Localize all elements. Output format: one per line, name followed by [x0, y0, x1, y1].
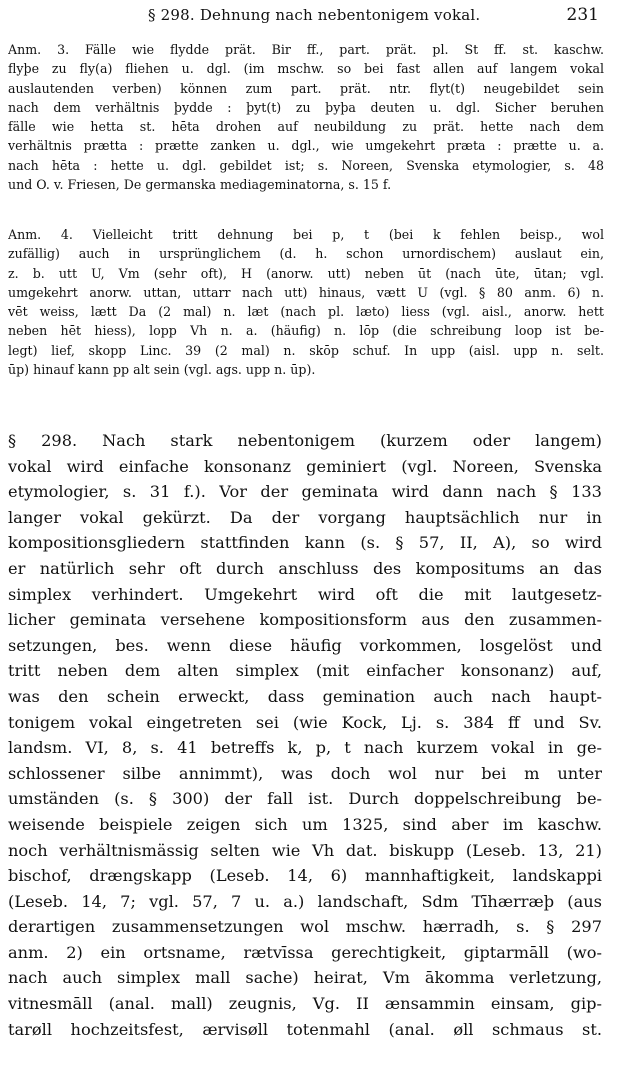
body-line: § 298. Nach stark nebentonigem (kurzem oder langem) — [8, 431, 602, 450]
body-line: vokal wird einfache konsonanz geminiert (vgl. Noreen, Svenska — [8, 456, 602, 476]
body-line: er natürlich sehr oft durch anschluss des kompositums an das — [8, 558, 602, 578]
note-line: z. b. utt U, Vm (sehr oft), H (anorw. utt) neben ūt (nach ūte, ūtan; vgl. — [8, 265, 604, 281]
body-line: noch verhältnismässig selten wie Vh dat. biskupp (Leseb. 13, 21) — [8, 840, 602, 860]
body-line: nach auch simplex mall sache) heirat, Vm ākomma verletzung, — [8, 968, 602, 988]
note-line: fälle wie hetta st. hēta drohen auf neubildung zu prät. hette nach dem — [8, 119, 604, 135]
body-line: tarøll hochzeitsfest, ærvisøll totenmahl (anal. øll schmaus st. — [8, 1019, 602, 1039]
note-line: auslautenden verben) können zum part. prät. ntr. flyt(t) neugebildet sein — [8, 80, 604, 96]
note-line: und O. v. Friesen, De germanska mediageminatorna, s. 15 f. — [8, 177, 392, 193]
note-line: ūp) hinauf kann pp alt sein (vgl. ags. upp n. ūp). — [8, 362, 316, 378]
body-line: simplex verhindert. Umgekehrt wird oft die mit lautgesetz- — [8, 584, 602, 604]
body-line: vitnesmāll (anal. mall) zeugnis, Vg. II ænsammin einsam, gip- — [8, 994, 602, 1014]
page-header — [0, 4, 621, 30]
note-line: neben hēt hiess), lopp Vh n. a. (häufig) n. lōp (die schreibung loop ist be- — [8, 323, 604, 339]
note-line: verhältnis prætta : prætte zanken u. dgl., wie umgekehrt præta : prætte u. a. — [8, 138, 604, 154]
body-line: tonigem vokal eingetreten sei (wie Kock, Lj. s. 384 ff und Sv. — [8, 712, 602, 732]
body-line: (Leseb. 14, 7; vgl. 57, 7 u. a.) landschaft, Sdm Tīhærræþ (aus — [8, 891, 602, 911]
body-line: licher geminata versehene kompositionsform aus den zusammen- — [8, 610, 602, 630]
note-line: flyþe zu fly(a) fliehen u. dgl. (im mschw. so bei fast allen auf langem vokal — [8, 61, 604, 77]
note-anm-4 — [8, 225, 604, 379]
body-line: anm. 2) ein ortsname, rætvīssa gerechtigkeit, giptarmāll (wo- — [8, 942, 602, 962]
note-line: nach hēta : hette u. dgl. gebildet ist; s. Noreen, Svenska etymologier, s. 48 — [8, 157, 604, 173]
note-line: Anm. 3. Fälle wie flydde prät. Bir ff., part. prät. pl. St ff. st. kaschw. — [8, 42, 604, 57]
note-line: vēt weiss, lætt Da (2 mal) n. læt (nach pl. læto) liess (vgl. aisl., anorw. hett — [8, 304, 604, 320]
section-298-text — [8, 428, 602, 1042]
body-line: tritt neben dem alten simplex (mit einfacher konsonanz) auf, — [8, 661, 602, 681]
body-line: bischof, drængskapp (Leseb. 14, 6) mannhaftigkeit, landskappi — [8, 866, 602, 886]
note-line: zufällig) auch in ursprünglichem (d. h. schon urnordischem) auslaut ein, — [8, 246, 604, 262]
page-number: 231 — [566, 5, 599, 25]
body-line: landsm. VI, 8, s. 41 betreffs k, p, t nach kurzem vokal in ge- — [8, 738, 602, 758]
note-line: umgekehrt anorw. uttan, uttarr nach utt) hinaus, vætt U (vgl. § 80 anm. 6) n. — [8, 284, 604, 300]
body-line: derartigen zusammensetzungen wol mschw. hærradh, s. § 297 — [8, 917, 602, 937]
note-line: nach dem verhältnis þydde : þyt(t) zu þyþa deuten u. dgl. Sicher beruhen — [8, 99, 604, 115]
note-line: Anm. 4. Vielleicht tritt dehnung bei p, t (bei k fehlen beisp., wol — [8, 227, 604, 242]
note-line: legt) lief, skopp Linc. 39 (2 mal) n. skōp schuf. In upp (aisl. upp n. selt. — [8, 342, 604, 358]
body-line: schlossener silbe annimmt), was doch wol nur bei m unter — [8, 763, 602, 783]
body-line: was den schein erweckt, dass gemination auch nach haupt- — [8, 686, 602, 706]
body-line: etymologier, s. 31 f.). Vor der geminata wird dann nach § 133 — [8, 482, 602, 502]
body-line: setzungen, bes. wenn diese häufig vorkommen, losgelöst und — [8, 635, 602, 655]
note-anm-3 — [8, 40, 604, 194]
body-line: kompositionsgliedern stattfinden kann (s. § 57, II, A), so wird — [8, 533, 602, 553]
running-head: § 298. Dehnung nach nebentonigem vokal. — [148, 6, 481, 24]
body-line: langer vokal gekürzt. Da der vorgang hauptsächlich nur in — [8, 507, 602, 527]
body-line: umständen (s. § 300) der fall ist. Durch doppelschreibung be- — [8, 789, 602, 809]
body-line: weisende beispiele zeigen sich um 1325, sind aber im kaschw. — [8, 814, 602, 834]
